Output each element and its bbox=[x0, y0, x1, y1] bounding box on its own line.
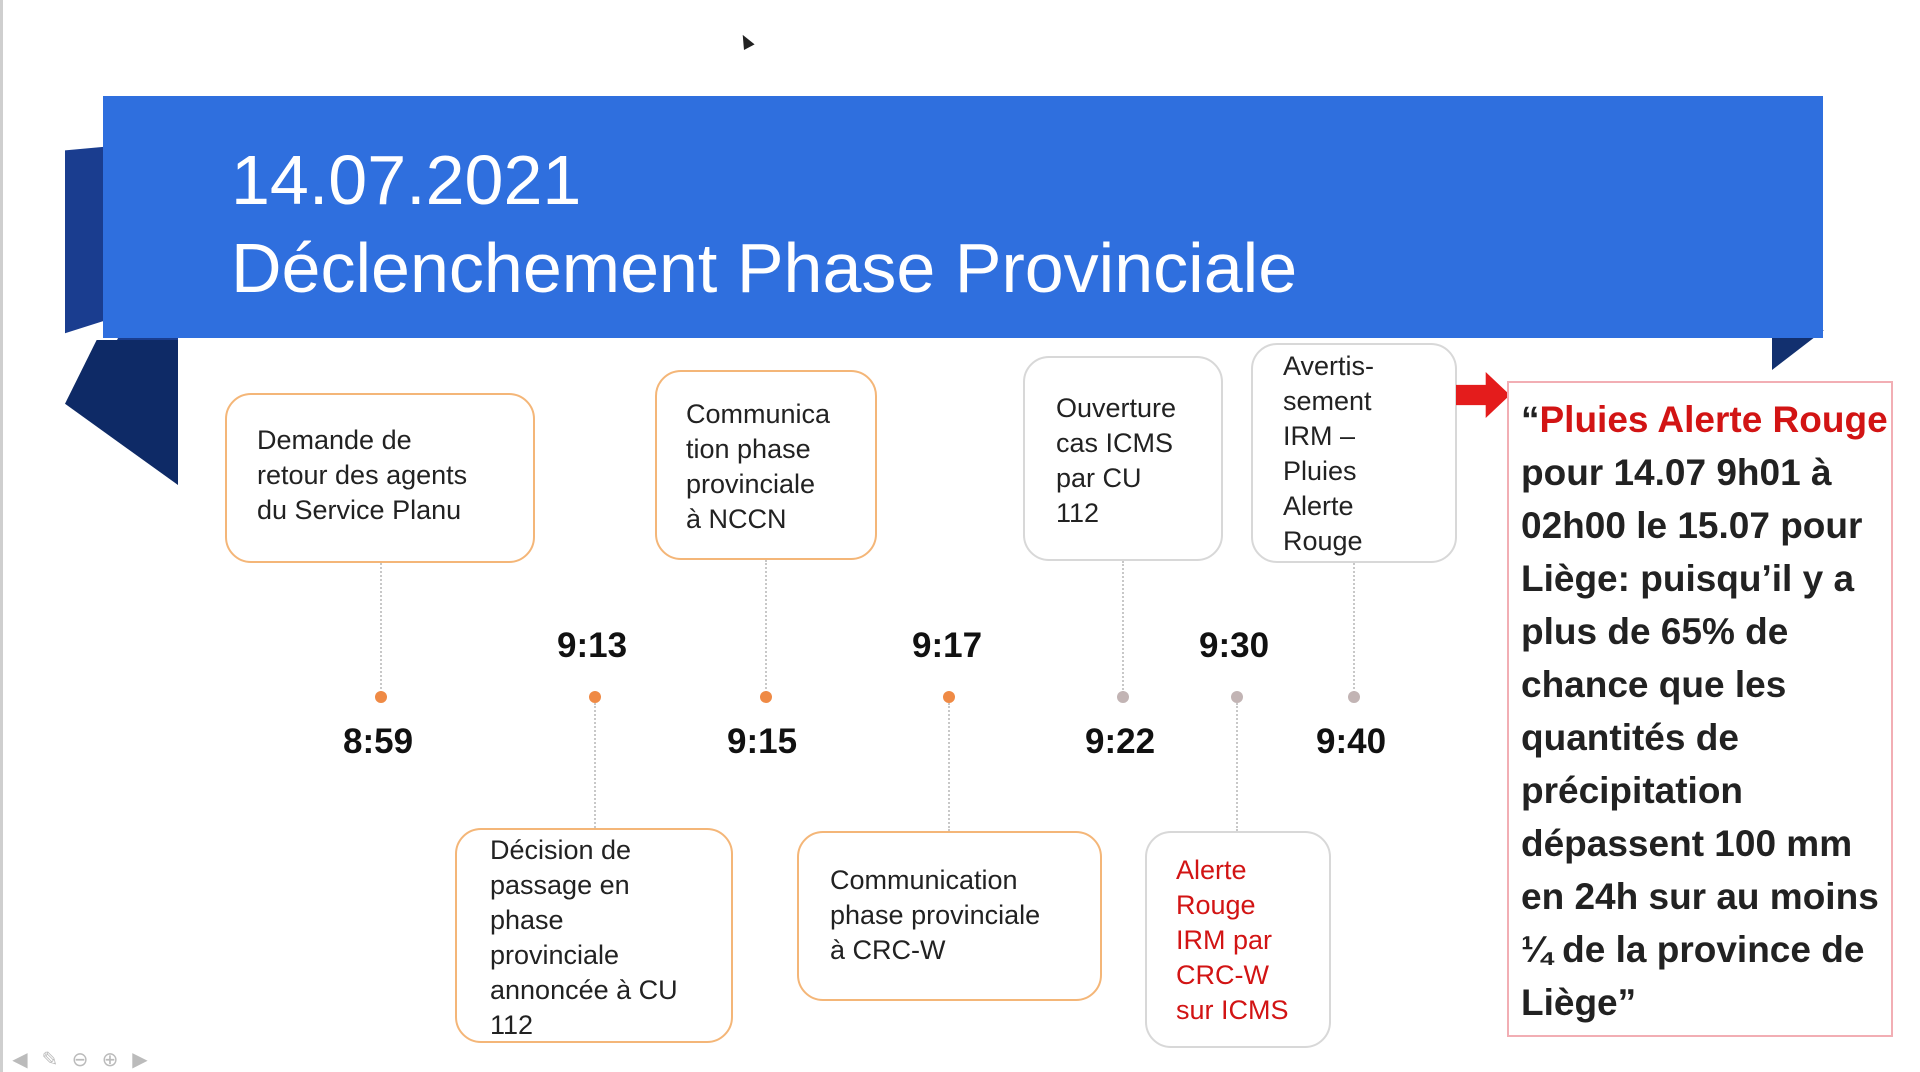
card-9-13-text bbox=[490, 833, 678, 1043]
card-line: Pluies bbox=[1283, 456, 1357, 486]
card-line: Rouge bbox=[1176, 890, 1256, 920]
timeline-dot-9-22 bbox=[1117, 691, 1129, 703]
window-edge bbox=[0, 0, 3, 1072]
mouse-cursor-icon bbox=[737, 32, 754, 50]
card-9-15-text bbox=[686, 397, 830, 537]
card-line: sur ICMS bbox=[1176, 995, 1289, 1025]
connector-9-13 bbox=[594, 703, 596, 828]
pen-icon[interactable]: ✎ bbox=[41, 1047, 59, 1071]
card-8-59-text bbox=[257, 423, 467, 528]
quote-highlight: Pluies Alerte Rouge bbox=[1539, 399, 1888, 440]
card-9-22 bbox=[1023, 356, 1223, 561]
card-line: IRM – bbox=[1283, 421, 1356, 451]
card-9-22-text bbox=[1056, 391, 1176, 531]
time-9-30: 9:30 bbox=[1199, 626, 1270, 665]
card-line: sement bbox=[1283, 386, 1372, 416]
card-9-15 bbox=[655, 370, 877, 560]
connector-9-22 bbox=[1122, 561, 1124, 693]
card-line: par CU bbox=[1056, 463, 1142, 493]
card-line: Demande de bbox=[257, 425, 412, 455]
card-line: passage en bbox=[490, 870, 630, 900]
time-9-22: 9:22 bbox=[1085, 722, 1156, 761]
timeline-dot-8-59 bbox=[375, 691, 387, 703]
card-line: 112 bbox=[490, 1010, 534, 1040]
quote-body: pour 14.07 9h01 à 02h00 le 15.07 pour Liège: puisqu’il y a plus de 65% de chance que les quantités de précipitation dépassent 100 mm en 24h sur au moins ¼ de la province de Liège” bbox=[1521, 452, 1879, 1023]
card-line: phase bbox=[490, 905, 564, 935]
connector-8-59 bbox=[380, 563, 382, 693]
card-line: Ouverture bbox=[1056, 393, 1177, 423]
time-9-13: 9:13 bbox=[557, 626, 628, 665]
connector-9-40 bbox=[1353, 563, 1355, 693]
card-line: Rouge bbox=[1283, 526, 1363, 556]
time-9-17: 9:17 bbox=[912, 626, 983, 665]
quote-box bbox=[1507, 381, 1893, 1037]
title-date: 14.07.2021 bbox=[231, 141, 582, 219]
card-line: provinciale bbox=[686, 469, 816, 499]
arrow-left-icon[interactable]: ◀ bbox=[12, 1047, 28, 1071]
timeline-dot-9-30 bbox=[1231, 691, 1243, 703]
card-9-40 bbox=[1251, 343, 1457, 563]
card-line: à CRC-W bbox=[830, 935, 946, 965]
card-line: provinciale bbox=[490, 940, 620, 970]
card-line: tion phase bbox=[686, 434, 811, 464]
zoom-in-icon[interactable]: ⊕ bbox=[101, 1047, 119, 1071]
connector-9-30 bbox=[1236, 703, 1238, 831]
card-line: 112 bbox=[1056, 498, 1100, 528]
card-line: du Service Planu bbox=[257, 495, 462, 525]
slide-title bbox=[231, 136, 1297, 312]
card-line: Avertis- bbox=[1283, 351, 1375, 381]
card-9-30-text bbox=[1176, 853, 1289, 1028]
card-9-17-text bbox=[830, 863, 1040, 968]
card-line: Décision de bbox=[490, 835, 632, 865]
quote-open-mark: “ bbox=[1521, 399, 1540, 440]
card-line: cas ICMS bbox=[1056, 428, 1174, 458]
card-9-40-text bbox=[1283, 349, 1374, 559]
timeline-dot-9-40 bbox=[1348, 691, 1360, 703]
card-line: phase provinciale bbox=[830, 900, 1041, 930]
timeline-dot-9-17 bbox=[943, 691, 955, 703]
title-banner bbox=[103, 96, 1823, 338]
card-line: Alerte bbox=[1176, 855, 1247, 885]
card-9-30 bbox=[1145, 831, 1331, 1048]
card-line: retour des agents bbox=[257, 460, 468, 490]
card-8-59 bbox=[225, 393, 535, 563]
card-line: Alerte bbox=[1283, 491, 1354, 521]
timeline-dot-9-15 bbox=[760, 691, 772, 703]
connector-9-17 bbox=[948, 703, 950, 831]
arrow-right-icon[interactable]: ▶ bbox=[132, 1047, 148, 1071]
card-line: annoncée à CU bbox=[490, 975, 678, 1005]
time-9-15: 9:15 bbox=[727, 722, 798, 761]
connector-9-15 bbox=[765, 560, 767, 693]
card-line: CRC-W bbox=[1176, 960, 1269, 990]
quote-text bbox=[1521, 393, 1891, 1029]
ribbon-fold-left-shadow bbox=[65, 340, 178, 485]
card-line: Communication bbox=[830, 865, 1018, 895]
zoom-out-icon[interactable]: ⊖ bbox=[71, 1047, 89, 1071]
card-line: IRM par bbox=[1176, 925, 1273, 955]
title-heading: Déclenchement Phase Provinciale bbox=[231, 229, 1298, 307]
red-arrow-icon bbox=[1456, 372, 1510, 418]
card-9-13 bbox=[455, 828, 733, 1043]
card-line: à NCCN bbox=[686, 504, 787, 534]
time-9-40: 9:40 bbox=[1316, 722, 1387, 761]
timeline-dot-9-13 bbox=[589, 691, 601, 703]
presentation-controls bbox=[10, 1048, 150, 1070]
time-8-59: 8:59 bbox=[343, 722, 414, 761]
card-9-17 bbox=[797, 831, 1102, 1001]
card-line: Communica bbox=[686, 399, 831, 429]
